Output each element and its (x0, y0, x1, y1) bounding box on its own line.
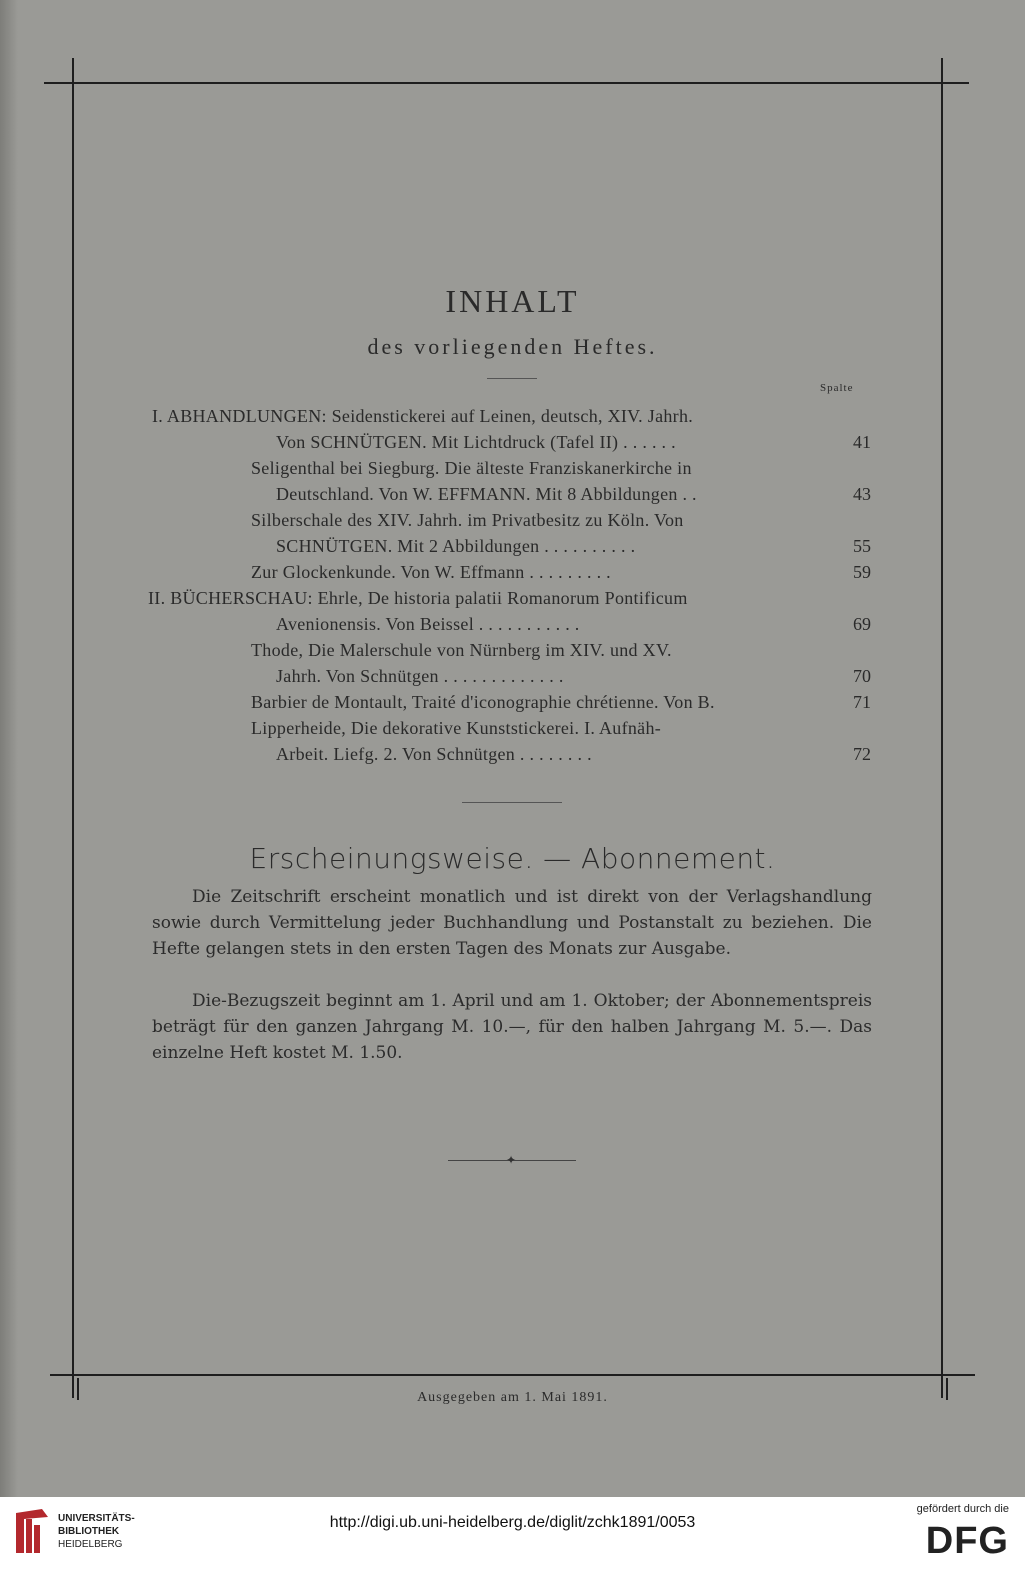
toc-line: Seligenthal bei Siegburg. Die älteste Franziskanerkirche in (251, 458, 692, 478)
frame-bottom-rule (50, 1374, 975, 1376)
page-edge-shadow (0, 0, 18, 1497)
toc-page: 59 (853, 562, 871, 582)
section-heading: Erscheinungsweise. — Abonnement. (249, 842, 776, 875)
library-line: HEIDELBERG (58, 1539, 123, 1550)
page-title: INHALT (445, 283, 580, 319)
ornament-icon: ✦ (506, 1153, 517, 1167)
footer-bar (0, 1497, 1025, 1573)
toc-line: Thode, Die Malerschule von Nürnberg im XIV. und XV. (251, 640, 672, 660)
column-label: Spalte (820, 382, 854, 394)
issue-date: Ausgegeben am 1. Mai 1891. (417, 1390, 608, 1405)
library-line: UNIVERSITÄTS- (58, 1513, 135, 1524)
frame-right-rule (941, 58, 943, 1398)
toc-line: Silberschale des XIV. Jahrh. im Privatbesitz zu Köln. Von (251, 510, 684, 530)
paragraph-subscription: Die-Bezugszeit beginnt am 1. April und am 1. Oktober; der Abonnementspreis beträgt für den ganzen Jahrgang M. 10.—, für den halben Jahrgang M. 5.—. Das einzelne Heft kostet M. 1.50. (152, 991, 872, 1063)
toc-line: SCHNÜTGEN. Mit 2 Abbildungen . . . . . . . . . . (276, 536, 636, 556)
toc-page: 72 (853, 744, 871, 764)
frame-left-rule (72, 58, 74, 1398)
toc-line: I. ABHANDLUNGEN: Seidenstickerei auf Leinen, deutsch, XIV. Jahrh. (152, 406, 694, 426)
toc-line: Lipperheide, Die dekorative Kunststickerei. I. Aufnäh- (251, 718, 662, 738)
toc-page: 71 (853, 692, 871, 712)
section-divider (462, 802, 562, 803)
toc-line: Jahrh. Von Schnütgen . . . . . . . . . . . . . (276, 666, 564, 686)
paragraph-publication: Die Zeitschrift erscheint monatlich und ist direkt von der Verlagshandlung sowie durch Vermittelung jeder Buchhandlung und Postanstalt zu beziehen. Die Hefte gelangen stets in den ersten Tagen des Monats zur Ausgabe. (152, 887, 872, 959)
toc-page: 69 (853, 614, 871, 634)
toc-page: 55 (853, 536, 871, 556)
toc-line: II. BÜCHERSCHAU: Ehrle, De historia palatii Romanorum Pontificum (148, 588, 688, 608)
library-line: BIBLIOTHEK (58, 1526, 120, 1537)
toc-line: Zur Glockenkunde. Von W. Effmann . . . . . . . . . (251, 562, 611, 582)
funding-note: gefördert durch die (916, 1503, 1009, 1515)
toc-line: Barbier de Montault, Traité d'iconographie chrétienne. Von B. (251, 692, 715, 712)
dfg-logo: DFG (925, 1520, 1009, 1562)
toc-page: 70 (853, 666, 871, 686)
frame-top-rule (44, 82, 969, 84)
title-divider (487, 378, 537, 379)
toc-line: Deutschland. Von W. EFFMANN. Mit 8 Abbildungen . . (276, 484, 697, 504)
page-subtitle: des vorliegenden Heftes. (367, 334, 658, 359)
toc-line: Von SCHNÜTGEN. Mit Lichtdruck (Tafel II) . . . . . . (276, 432, 676, 452)
source-url-link[interactable]: http://digi.ub.uni-heidelberg.de/diglit/zchk1891/0053 (329, 1514, 696, 1531)
toc-page: 43 (853, 484, 871, 504)
toc-page: 41 (853, 432, 871, 452)
toc-line: Arbeit. Liefg. 2. Von Schnütgen . . . . . . . . (276, 744, 592, 764)
toc-line: Avenionensis. Von Beissel . . . . . . . . . . . (276, 614, 580, 634)
